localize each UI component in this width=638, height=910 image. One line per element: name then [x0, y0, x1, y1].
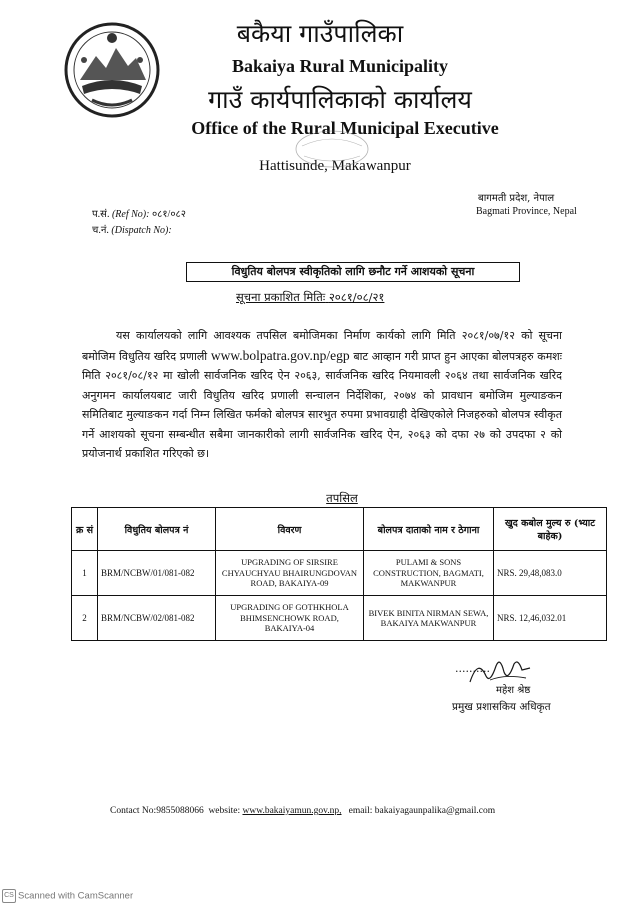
- province-english: Bagmati Province, Nepal: [476, 206, 577, 217]
- signatory-name: महेश श्रेष्ठ: [496, 685, 531, 696]
- nepal-emblem-icon: [62, 20, 162, 120]
- municipality-title-nepali: बकैया गाउँपालिका: [236, 19, 404, 48]
- signatory-title: प्रमुख प्रशासकिय अधिकृत: [452, 701, 551, 713]
- row-amount: NRS. 29,48,083.0: [494, 551, 607, 596]
- published-date: [236, 290, 384, 305]
- scanner-text: Scanned with CamScanner: [18, 890, 134, 902]
- ref-label-en: (Ref No):: [111, 209, 150, 220]
- footer-contact: [110, 806, 580, 816]
- dispatch-label-en: (Dispatch No):: [111, 225, 172, 236]
- dispatch-number: [92, 222, 172, 236]
- bolpatra-url: www.bolpatra.gov.np/egp: [210, 347, 350, 363]
- scanner-watermark: [2, 889, 133, 903]
- notice-subject: विधुतिय बोलपत्र स्वीकृतिको लागि छनौट गर्ने आशयको सूचना: [186, 262, 520, 282]
- municipality-title-english: Bakaiya Rural Municipality: [231, 56, 449, 76]
- published-date-label: सूचना प्रकाशित मितिः: [236, 290, 326, 304]
- contact-label: Contact No:: [110, 806, 157, 816]
- contact-phone: 9855088066: [156, 806, 204, 816]
- camscanner-icon: CS: [2, 889, 16, 903]
- row-bid-no: BRM/NCBW/01/081-082: [98, 551, 216, 596]
- notice-body: [82, 326, 562, 464]
- website-link[interactable]: www.bakaiyamun.gov.np,: [242, 806, 342, 816]
- row-bidder: PULAMI & SONS CONSTRUCTION, BAGMATI, MAKWANPUR: [364, 551, 494, 596]
- ref-value: ०८१/०८२: [151, 209, 186, 220]
- schedule-heading: तपसिल: [326, 491, 358, 505]
- header-description: विवरण: [216, 508, 364, 551]
- row-bidder: BIVEK BINITA NIRMAN SEWA, BAKAIYA MAKWANPUR: [364, 596, 494, 641]
- header-bid-no: विधुतिय बोलपत्र नं: [98, 508, 216, 551]
- reference-number: [92, 206, 186, 220]
- row-amount: NRS. 12,46,032.01: [494, 596, 607, 641]
- ref-label-np: प.सं.: [92, 209, 110, 220]
- website-label: website:: [208, 806, 241, 816]
- signature-line: ..........: [455, 662, 490, 675]
- office-seal-stamp: [292, 128, 372, 170]
- published-date-value: २०८१/०८/२१: [328, 290, 385, 304]
- province-nepali: बागमती प्रदेश, नेपाल: [478, 193, 555, 204]
- office-title-nepali: गाउँ कार्यपालिकाको कार्यालय: [208, 85, 472, 114]
- header-bidder: बोलपत्र दाताको नाम र ठेगाना: [364, 508, 494, 551]
- email-address[interactable]: bakaiyagaunpalika@gmail.com: [374, 806, 496, 816]
- row-description: UPGRADING OF SIRSIRE CHYAUCHYAU BHAIRUNGDOVAN ROAD, BAKAIYA-09: [216, 551, 364, 596]
- table-row: [72, 551, 607, 596]
- notice-body-part2: बाट आव्हान गरी प्राप्त हुन आएका बोलपत्रहरु कमशः मिति २०८१/०८/१२ मा खोली सार्वजनिक खरिद ऐन २०६३, सार्वजनिक खरिद नियमावली २०६४ तथा सार्वजनिक खरिद अनुगमन कार्यालयबाट जारी विधुतिय खरिद प्रणाली सन्चालन निर्देशिका, २०७४ को प्रावधान बमोजिम मुल्याङकन समितिबाट मुल्याङकन गर्दा निम्न लिखित फर्मको बोलपत्र सारभुत रुपमा प्रभावग्राही देखिएकोले निजहरुको बोलपत्र स्वीकृत गर्ने आशयको सूचना सम्बन्धीत सबैमा जानकारीको लागी सार्वजनिक खरिद ऐन, २०६३ को दफा २७ को उपदफा २ को प्रयोजनार्थ प्रकाशित गरिएको छ।: [82, 349, 562, 460]
- email-label: email:: [348, 806, 373, 816]
- notice-body-part1: यस कार्यालयको लागि आवश्यक तपसिल बमोजिमका निर्माण कार्यको लागि मिति २०८१/०७/१२ को सूचना बमोजिम विधुतिय खरिद प्रणाली: [82, 329, 562, 363]
- row-sn: 2: [72, 596, 98, 641]
- table-header-row: [72, 508, 607, 551]
- row-bid-no: BRM/NCBW/02/081-082: [98, 596, 216, 641]
- office-title-english: Office of the Rural Municipal Executive: [191, 118, 499, 138]
- table-row: [72, 596, 607, 641]
- header-sn: क्र सं: [72, 508, 98, 551]
- row-description: UPGRADING OF GOTHKHOLA BHIMSENCHOWK ROAD, BAKAIYA-04: [216, 596, 364, 641]
- dispatch-label-np: च.नं.: [92, 225, 109, 236]
- header-amount: खुद कबोल मुल्य रु (भ्याट बाहेक): [494, 508, 607, 551]
- office-address: Hattisunde, Makawanpur: [259, 158, 411, 174]
- bids-table: [71, 507, 607, 641]
- row-sn: 1: [72, 551, 98, 596]
